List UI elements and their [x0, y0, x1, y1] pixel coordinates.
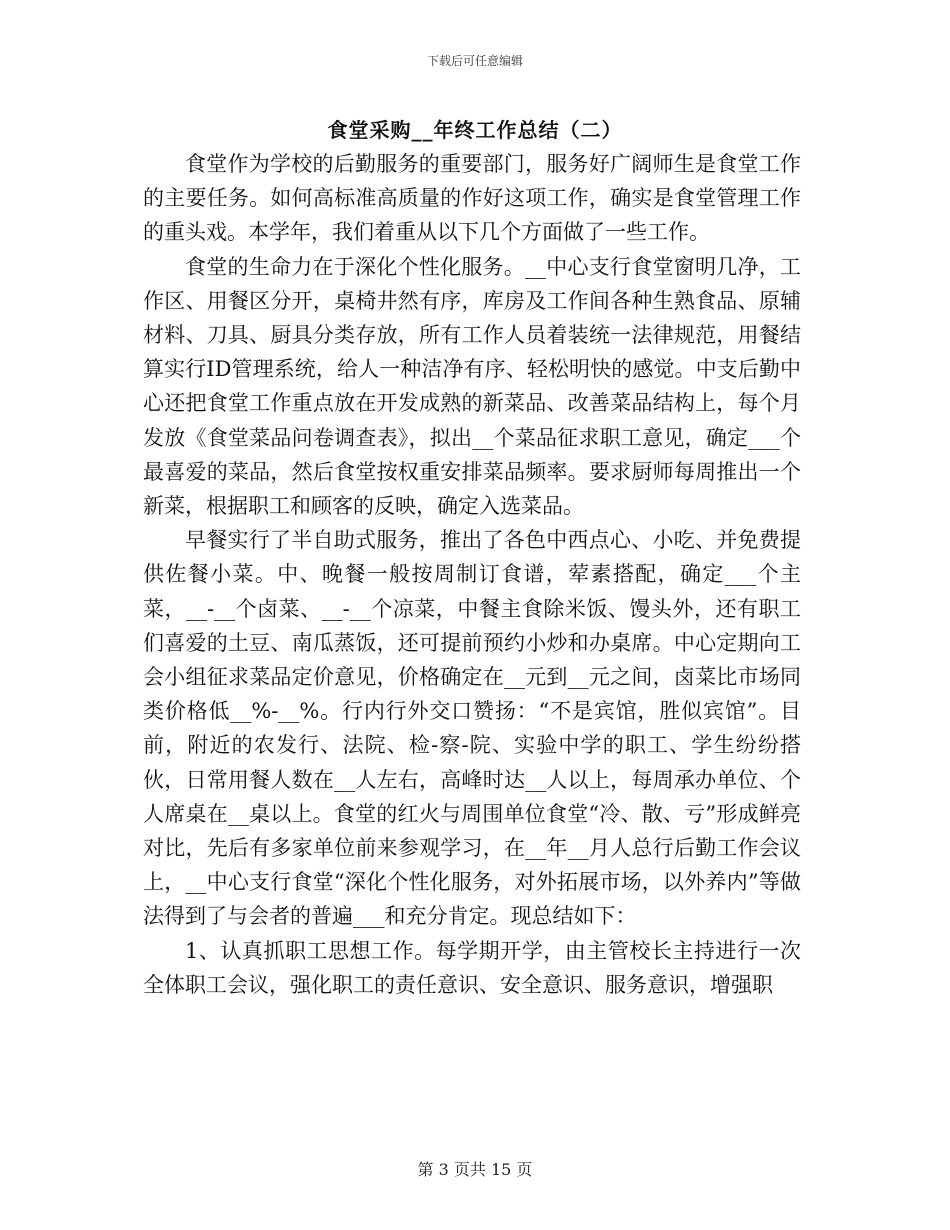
paragraph-meals: 早餐实行了半自助式服务，推出了各色中西点心、小吃、并免费提供佐餐小菜。中、晚餐一般按周制订食谱，荤素搭配，确定___个主菜，__-__个卤菜、__-__个凉菜，中餐主食除米饭、馒头外，还有职工们喜爱的土豆、南瓜蒸饭，还可提前预约小炒和办桌席。中心定期向工会小组征求菜品定价意见，价格确定在__元到__元之间，卤菜比市场同类价格低__%-__%。行内行外交口赞扬：“不是宾馆，胜似宾馆”。目前，附近的农发行、法院、检-察-院、实验中学的职工、学生纷纷搭伙，日常用餐人数在__人左右，高峰时达__人以上，每周承办单位、个人席桌在__桌以上。食堂的红火与周围单位食堂“冷、散、亏”形成鲜亮对比，先后有多家单位前来参观学习，在__年__月人总行后勤工作会议上，__中心支行食堂“深化个性化服务，对外拓展市场，以外养内”等做法得到了与会者的普遍___和充分肯定。现总结如下： — [143, 528, 801, 929]
paragraph-intro: 食堂作为学校的后勤服务的重要部门，服务好广阔师生是食堂工作的主要任务。如何高标准高质量的作好这项工作，确实是食堂管理工作的重头戏。本学年，我们着重从以下几个方面做了一些工作。 — [143, 152, 801, 245]
paragraph-item-1: 1、认真抓职工思想工作。每学期开学，由主管校长主持进行一次全体职工会议，强化职工的责任意识、安全意识、服务意识，增强职 — [143, 938, 801, 997]
document-body — [143, 147, 801, 1002]
paragraph-personalized-service: 食堂的生命力在于深化个性化服务。__中心支行食堂窗明几净，工作区、用餐区分开，桌椅井然有序，库房及工作间各种生熟食品、原辅材料、刀具、厨具分类存放，所有工作人员着装统一法律规范，用餐结算实行ID管理系统，给人一种洁净有序、轻松明快的感觉。中支后勤中心还把食堂工作重点放在开发成熟的新菜品、改善菜品结构上，每个月发放《食堂菜品问卷调查表》，拟出__个菜品征求职工意见，确定___个最喜爱的菜品，然后食堂按权重安排菜品频率。要求厨师每周推出一个新菜，根据职工和顾客的反映，确定入选菜品。 — [143, 254, 801, 519]
page-header-note: 下载后可任意编辑 — [426, 54, 523, 68]
document-title: 食堂采购__年终工作总结（二） — [327, 118, 623, 142]
page-number-footer: 第 3 页共 15 页 — [417, 1160, 533, 1179]
